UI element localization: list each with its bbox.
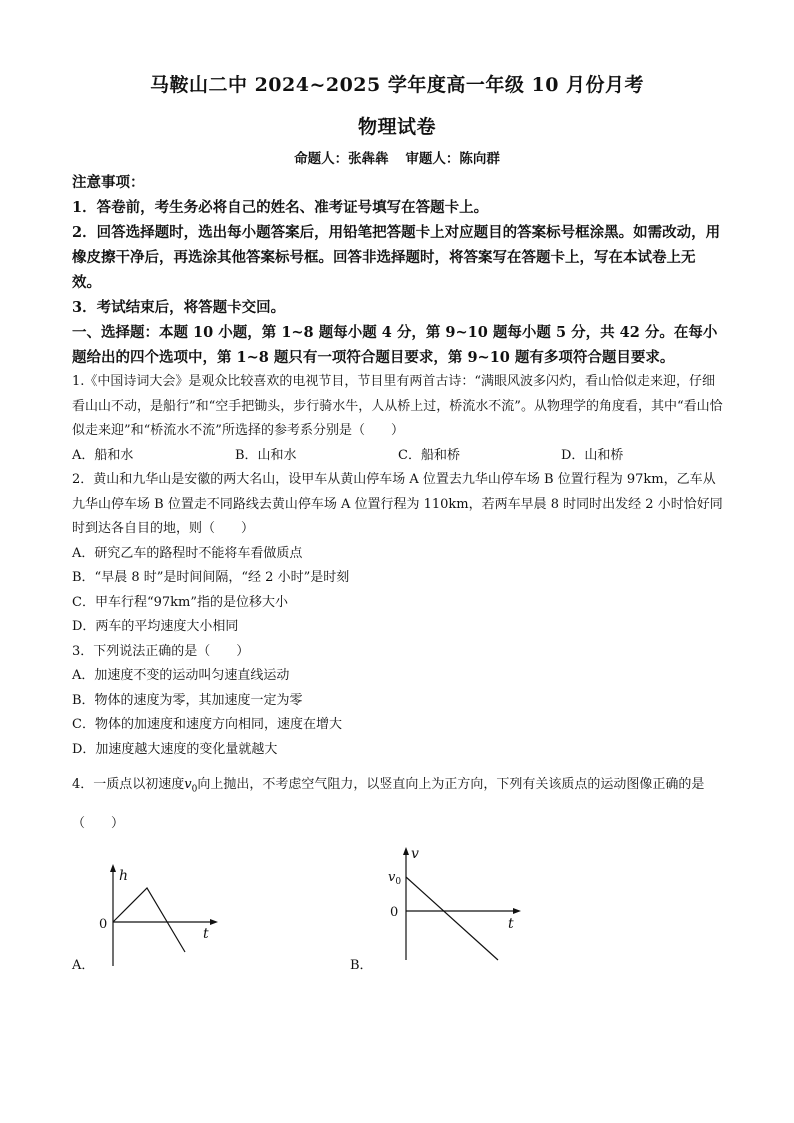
note-item: 3．考试结束后，将答题卡交回。 bbox=[72, 299, 286, 316]
reviewer-label: 审题人：陈向群 bbox=[405, 151, 500, 167]
graph-b-curve bbox=[406, 877, 498, 960]
graph-b-y-arrow bbox=[403, 847, 409, 855]
graph-a-y-arrow bbox=[110, 864, 116, 872]
section-heading: 一、选择题：本题 10 小题，第 1~8 题每小题 4 分，第 9~10 题每小题 5 分，共 42 分。在每小题给出的四个选项中，第 1~8 题只有一项符合题目要求，第 9~10 题有多项符合题目要求。 bbox=[72, 324, 718, 366]
note-item: 2．回答选择题时，选出每小题答案后，用铅笔把答题卡上对应题目的答案标号框涂黑。如需改动，用橡皮擦干净后，再选涂其他答案标号框。回答非选择题时，将答案写在答题卡上，写在本试卷上无效。 bbox=[72, 224, 721, 291]
author-label: 命题人：张犇犇 bbox=[294, 151, 389, 167]
graph-a-option-label: A． bbox=[72, 958, 95, 973]
option: D．山和桥 bbox=[561, 447, 624, 463]
exam-title: 马鞍山二中 2024~2025 学年度高一年级 10 月份月考 bbox=[149, 74, 645, 96]
graph-a-origin-label: 0 bbox=[99, 917, 108, 932]
option: A．船和水 bbox=[72, 447, 134, 463]
option: C．船和桥 bbox=[398, 447, 460, 463]
exam-subtitle: 物理试卷 bbox=[357, 116, 436, 138]
question-3-stem: 3．下列说法正确的是（ ） bbox=[72, 643, 250, 659]
graph-b-origin-label: 0 bbox=[390, 905, 399, 920]
graph-a-x-arrow bbox=[210, 919, 218, 925]
question-1-options bbox=[72, 444, 724, 469]
question-1-stem: 1.《中国诗词大会》是观众比较喜欢的电视节目，节目里有两首古诗：“满眼风波多闪灼，看山恰似走来迎，仔细看山山不动，是船行”和“空手把锄头，步行骑水牛，人从桥上过，桥流水不流”。从物理学的角度看，其中“看山恰似走来迎”和“桥流水不流”所选择的参考系分别是（ ） bbox=[72, 374, 723, 438]
graph-b-x-arrow bbox=[513, 908, 521, 914]
graph-a-x-label: t bbox=[203, 926, 209, 942]
option: A．加速度不变的运动叫匀速直线运动 bbox=[72, 668, 290, 683]
note-item: 1．答卷前，考生务必将自己的姓名、准考证号填写在答题卡上。 bbox=[72, 199, 489, 216]
option: C．物体的加速度和速度方向相同，速度在增大 bbox=[72, 717, 342, 732]
graph-b-intercept-label: $v_0$ bbox=[388, 870, 402, 887]
notes-heading: 注意事项： bbox=[72, 174, 145, 191]
graph-b bbox=[378, 844, 528, 964]
option: B．山和水 bbox=[235, 447, 297, 463]
option: D．加速度越大速度的变化量就越大 bbox=[72, 741, 278, 757]
option: A．研究乙车的路程时不能将车看做质点 bbox=[72, 545, 303, 561]
option: D．两车的平均速度大小相同 bbox=[72, 619, 239, 634]
graph-a bbox=[95, 862, 225, 972]
graph-b-x-label: t bbox=[508, 916, 514, 932]
option: B．“早晨 8 时”是时间间隔，“经 2 小时”是时刻 bbox=[72, 570, 350, 585]
question-4-stem: 4．一质点以初速度$v_0$向上抛出，不考虑空气阻力，以竖直向上为正方向，下列有关该质点的运动图像正确的是（ ） bbox=[72, 777, 705, 831]
graph-a-y-label: h bbox=[119, 868, 129, 884]
option: C．甲车行程“97km”指的是位移大小 bbox=[72, 594, 288, 610]
option: B．物体的速度为零，其加速度一定为零 bbox=[72, 692, 303, 708]
question-2-stem: 2．黄山和九华山是安徽的两大名山，设甲车从黄山停车场 A 位置去九华山停车场 B 位置行程为 97km，乙车从九华山停车场 B 位置走不同路线去黄山停车场 A 位置行程为 110km，若两车早晨 8 时同时出发经 2 小时恰好同时到达各自目的地，则（ ） bbox=[72, 472, 723, 536]
graph-b-y-label: v bbox=[411, 846, 419, 862]
graph-b-option-label: B． bbox=[350, 958, 373, 973]
graph-a-curve bbox=[113, 888, 185, 952]
authors-line bbox=[0, 147, 794, 167]
exam-content bbox=[72, 170, 724, 841]
